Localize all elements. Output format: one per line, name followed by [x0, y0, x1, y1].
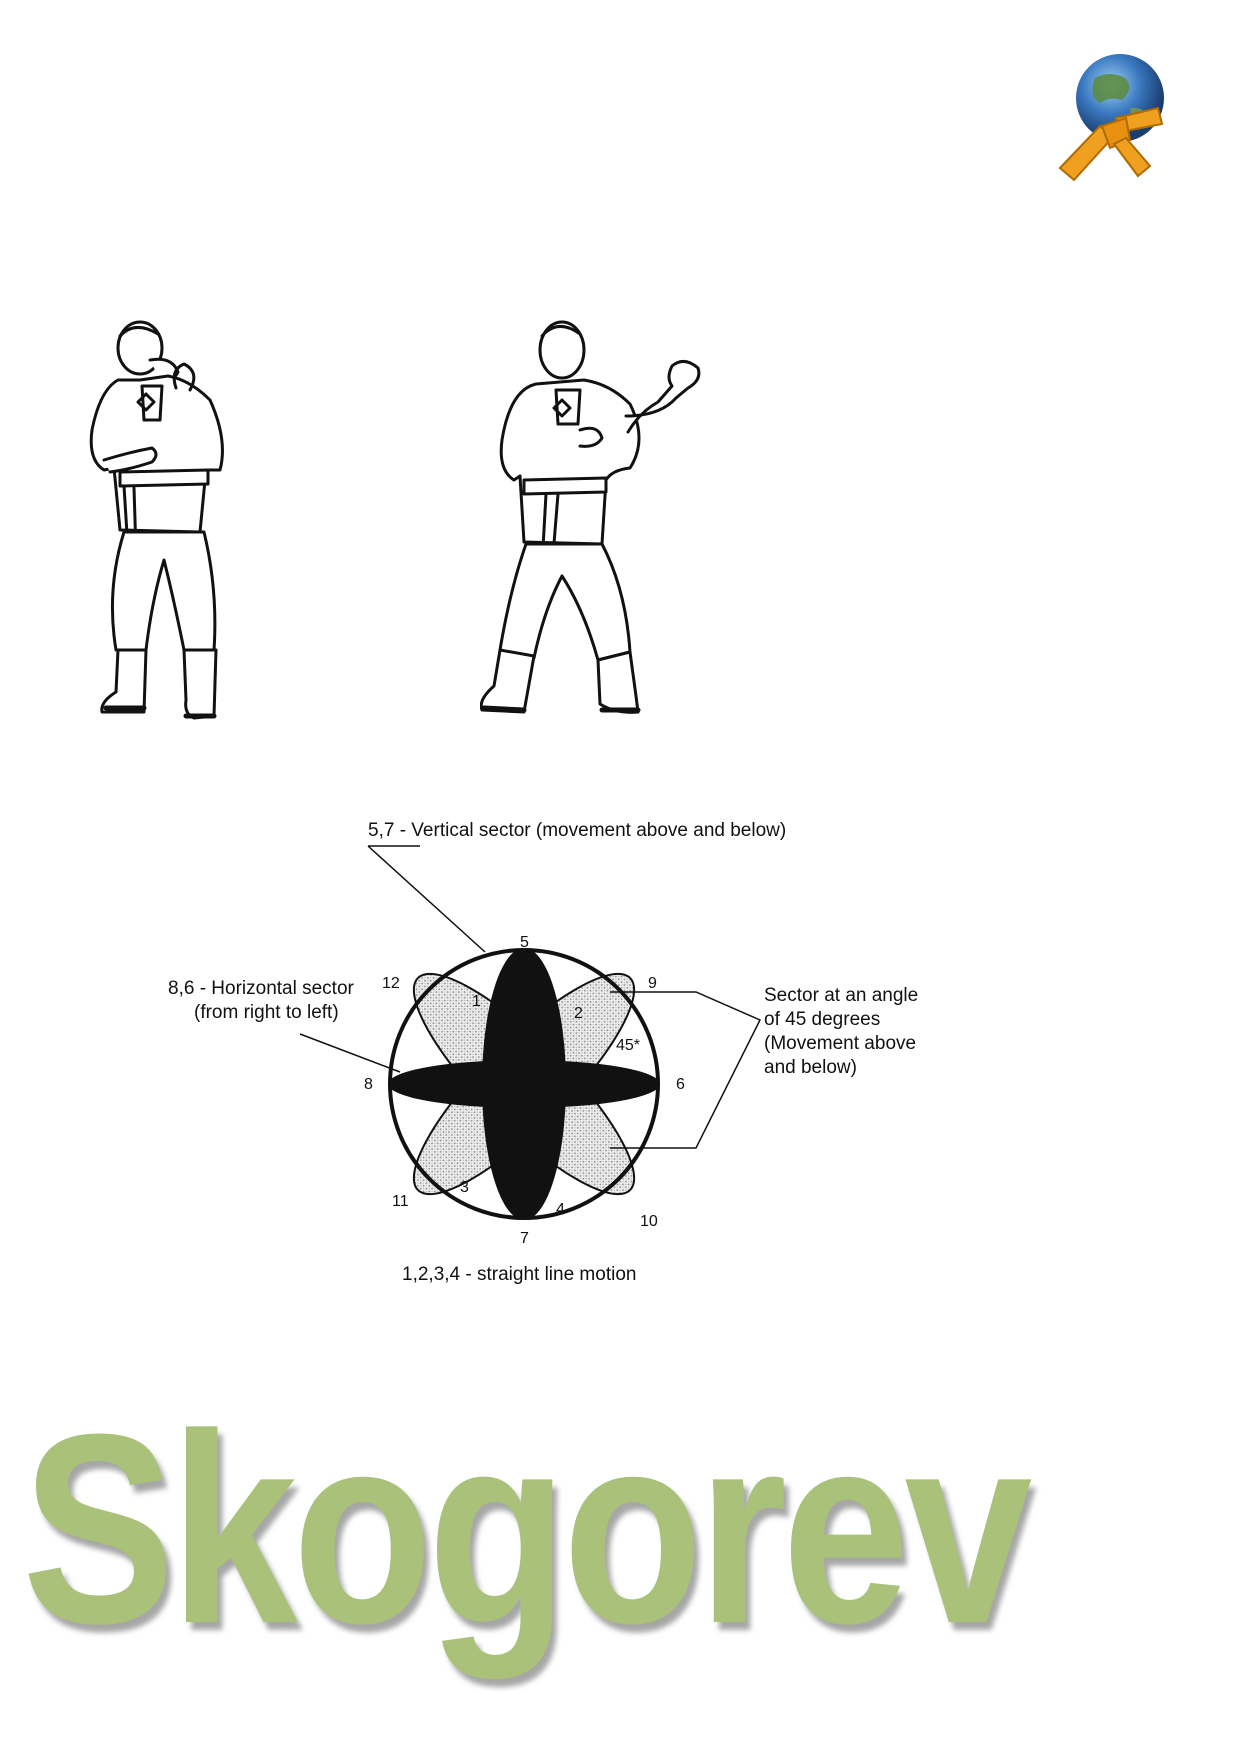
angle-sector-label-line4: and below) — [764, 1057, 857, 1078]
sector-number-6: 6 — [676, 1076, 685, 1093]
sector-number-5: 5 — [520, 934, 529, 951]
vertical-sector-ellipse — [482, 948, 566, 1220]
sector-sphere — [388, 948, 660, 1220]
horizontal-sector-label-line1: 8,6 - Horizontal sector — [168, 978, 354, 999]
angle-mark: 45* — [616, 1037, 641, 1054]
sector-number-1: 1 — [472, 993, 481, 1010]
page-title: Skogorev — [22, 1379, 1028, 1680]
striking-sectors-diagram — [140, 810, 960, 1290]
sector-number-11: 11 — [392, 1193, 409, 1210]
sector-number-3: 3 — [460, 1179, 469, 1196]
vertical-sector-label: 5,7 - Vertical sector (movement above and below) — [368, 820, 787, 841]
sector-number-7: 7 — [520, 1230, 529, 1247]
vertical-sector-leader — [368, 846, 485, 952]
fighter-guard-stance-illustration — [80, 320, 290, 800]
sector-number-8: 8 — [364, 1076, 373, 1093]
horizontal-sector-leader — [300, 1034, 400, 1072]
globe-belt-logo-icon — [1040, 48, 1180, 188]
sector-number-10: 10 — [640, 1213, 658, 1230]
angle-sector-label-line3: (Movement above — [764, 1033, 917, 1054]
sector-number-2: 2 — [574, 1005, 583, 1022]
straight-line-label: 1,2,3,4 - straight line motion — [402, 1264, 637, 1285]
horizontal-sector-label-line2: (from right to left) — [194, 1002, 339, 1023]
angle-sector-label-line1: Sector at an angle — [764, 985, 919, 1006]
sector-number-9: 9 — [648, 975, 657, 992]
sector-number-4: 4 — [556, 1201, 565, 1218]
fighter-punch-stance-illustration — [480, 320, 780, 800]
sector-number-12: 12 — [382, 975, 400, 992]
angle-sector-label-line2: of 45 degrees — [764, 1009, 881, 1030]
